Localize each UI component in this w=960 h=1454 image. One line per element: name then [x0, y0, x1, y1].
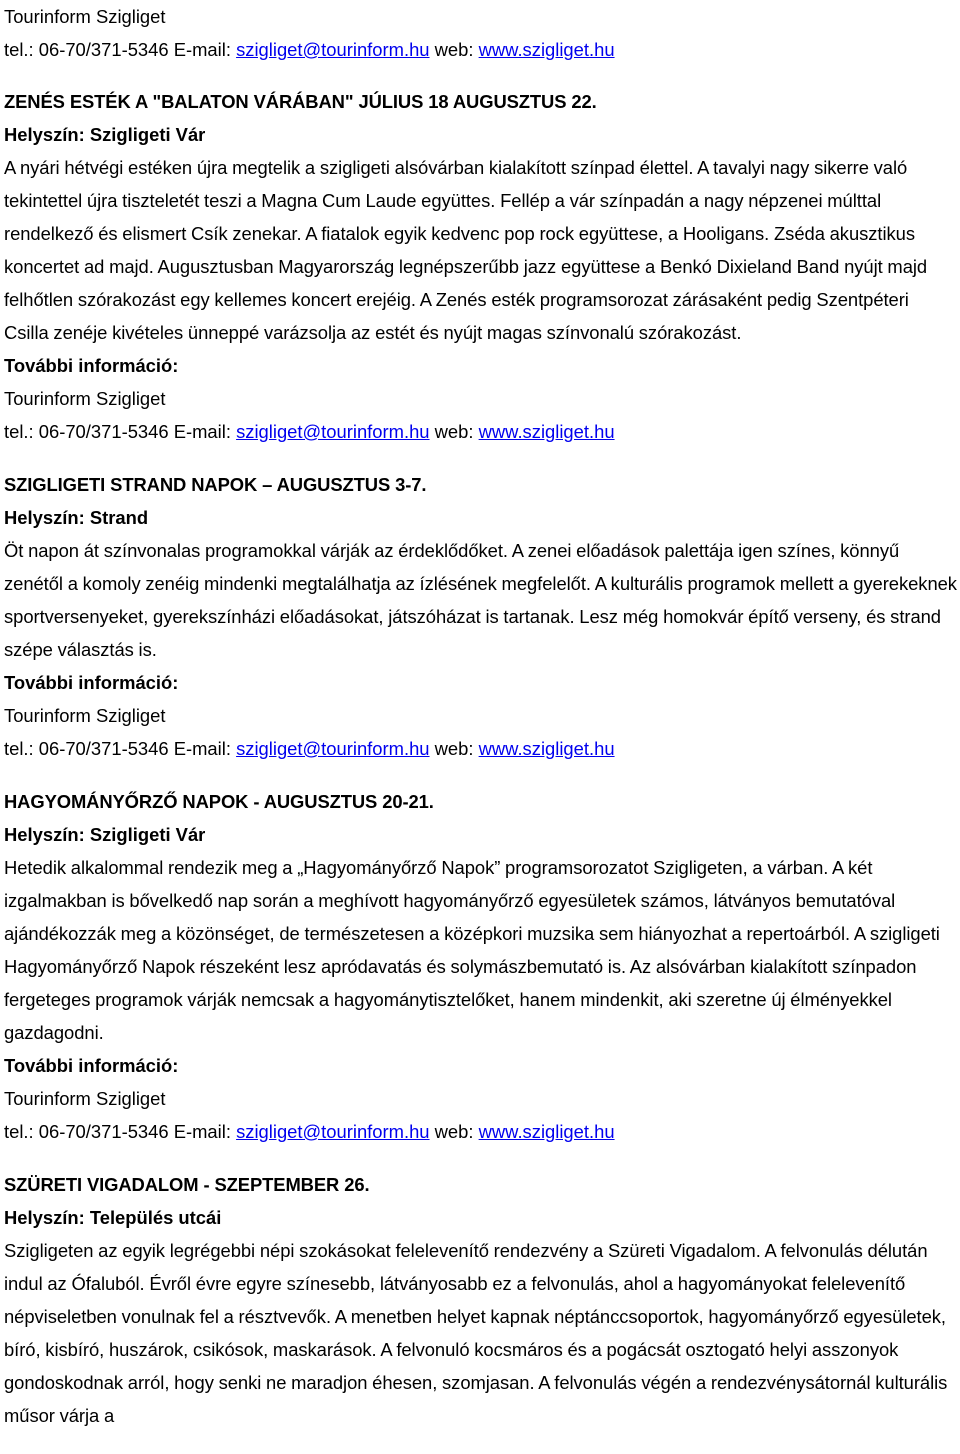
web-link[interactable]: www.szigliget.hu: [478, 39, 615, 60]
org-name: Tourinform Szigliget: [4, 705, 166, 726]
more-info-label: További információ:: [4, 672, 179, 693]
contact-tel: tel.: 06-70/371-5346 E-mail:: [4, 421, 237, 442]
email-link[interactable]: szigliget@tourinform.hu: [236, 39, 430, 60]
event-venue: Helyszín: Szigligeti Vár: [4, 124, 206, 145]
event-section: [4, 785, 958, 1148]
email-link[interactable]: szigliget@tourinform.hu: [236, 1121, 430, 1142]
web-link[interactable]: www.szigliget.hu: [478, 421, 615, 442]
contact-line: [4, 415, 958, 448]
event-description: Szigligeten az egyik legrégebbi népi szokásokat felelevenítő rendezvény a Szüreti Vigadalom. A felvonulás délután indul az Ófaluból. Évről évre egyre színesebb, látványosabb ez a felvonulás, ahol a hagyományokat felelevenítő népviseletben vonulnak fel a résztvevők. A menetben helyet kapnak néptánccsoportok, hagyományőrző egyesületek, bíró, kisbíró, huszárok, csikósok, maskarások. A felvonuló kocsmáros és a pogácsát osztogató helyi asszonyok gondoskodnak arról, hogy senki ne maradjon éhesen, szomjasan. A felvonulás végén a rendezvénysátornál kulturális műsor várja a: [4, 1240, 948, 1426]
event-title: SZIGLIGETI STRAND NAPOK – AUGUSZTUS 3-7.: [4, 474, 427, 495]
contact-line: [4, 33, 958, 66]
event-section: [4, 468, 958, 765]
more-info-label: További információ:: [4, 1055, 179, 1076]
email-link[interactable]: szigliget@tourinform.hu: [236, 738, 430, 759]
event-venue: Helyszín: Település utcái: [4, 1207, 222, 1228]
event-title: SZÜRETI VIGADALOM - SZEPTEMBER 26.: [4, 1174, 370, 1195]
event-venue: Helyszín: Strand: [4, 507, 149, 528]
contact-line: [4, 1115, 958, 1148]
contact-web-label: web:: [429, 421, 479, 442]
event-description: Hetedik alkalommal rendezik meg a „Hagyományőrző Napok” programsorozatot Szigligeten, a várban. A két izgalmakban is bővelkedő nap során a meghívott hagyományőrző egyesületek számos, látványos bemutatóval ajándékozzák meg a közönséget, de természetesen a középkori muzsika sem hiányozhat a repertoárból. A szigligeti Hagyományőrző Napok részeként lesz apródavatás és solymászbemutató is. Az alsóvárban kialakított színpadon fergeteges programok várják nemcsak a hagyománytisztelőket, hanem mindenkit, aki szeretne új élményekkel gazdagodni.: [4, 857, 940, 1043]
event-title: HAGYOMÁNYŐRZŐ NAPOK - AUGUSZTUS 20-21.: [4, 791, 434, 812]
contact-web-label: web:: [429, 39, 479, 60]
event-section: [4, 1168, 958, 1432]
event-venue: Helyszín: Szigligeti Vár: [4, 824, 206, 845]
event-description: A nyári hétvégi estéken újra megtelik a szigligeti alsóvárban kialakított színpad élettel. A tavalyi nagy sikerre való tekintettel újra tiszteletét teszi a Magna Cum Laude együttes. Fellép a vár színpadán a nagy népzenei múlttal rendelkező és elismert Csík zenekar. A fiatalok egyik kedvenc pop rock együttese, a Hooligans. Zséda akusztikus koncertet ad majd. Augusztusban Magyarország legnépszerűbb jazz együttese a Benkó Dixieland Band nyújt majd felhőtlen szórakozást egy kellemes koncert erejéig. A Zenés esték programsorozat zárásaként pedig Szentpéteri Csilla zenéje kivételes ünneppé varázsolja az estét és nyújt magas színvonalú szórakozást.: [4, 157, 928, 343]
org-name: Tourinform Szigliget: [4, 6, 166, 27]
contact-line: [4, 732, 958, 765]
event-description: Öt napon át színvonalas programokkal várják az érdeklődőket. A zenei előadások palettája igen színes, könnyű zenétől a komoly zenéig mindenki megtalálhatja az ízlésének megfelelőt. A kulturális programok mellett a gyerekeknek sportversenyeket, gyerekszínházi előadásokat, játszóházat is tartanak. Lesz még homokvár építő verseny, és strand szépe választás is.: [4, 540, 957, 660]
web-link[interactable]: www.szigliget.hu: [478, 738, 615, 759]
contact-tel: tel.: 06-70/371-5346 E-mail:: [4, 39, 237, 60]
event-title: ZENÉS ESTÉK A "BALATON VÁRÁBAN" JÚLIUS 18 AUGUSZTUS 22.: [4, 91, 597, 112]
web-link[interactable]: www.szigliget.hu: [478, 1121, 615, 1142]
contact-tel: tel.: 06-70/371-5346 E-mail:: [4, 738, 237, 759]
org-name: Tourinform Szigliget: [4, 1088, 166, 1109]
more-info-label: További információ:: [4, 355, 179, 376]
org-name: Tourinform Szigliget: [4, 388, 166, 409]
email-link[interactable]: szigliget@tourinform.hu: [236, 421, 430, 442]
contact-web-label: web:: [429, 1121, 479, 1142]
contact-tel: tel.: 06-70/371-5346 E-mail:: [4, 1121, 237, 1142]
contact-web-label: web:: [429, 738, 479, 759]
event-section: [4, 85, 958, 448]
